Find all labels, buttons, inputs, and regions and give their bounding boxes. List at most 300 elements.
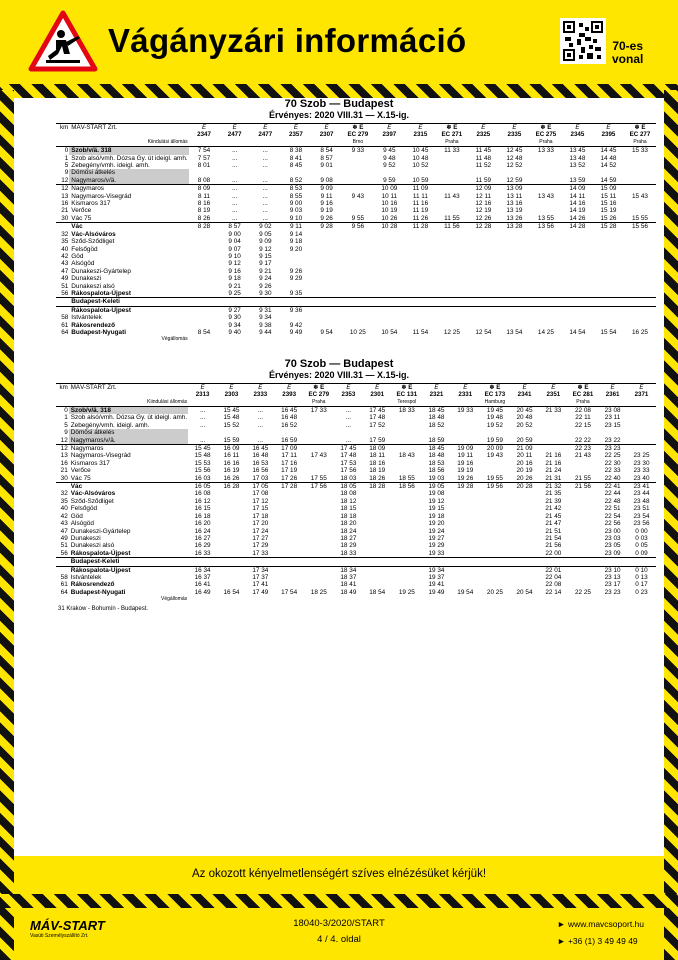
time-cell: 13 52	[569, 162, 586, 170]
time-cell: 17 48	[340, 452, 357, 460]
time-cell	[627, 429, 656, 436]
train-number: 2395	[601, 131, 616, 139]
time-cell	[342, 238, 374, 245]
station-name: Budapest-Keleti	[69, 558, 188, 566]
time-cell: 22 23	[574, 445, 591, 453]
time-cell	[217, 558, 246, 566]
time-cell: 0 00	[635, 527, 648, 535]
time-cell	[451, 574, 480, 581]
time-cell	[304, 429, 334, 436]
time-cell: 19 28	[457, 483, 474, 491]
time-cell	[624, 177, 656, 185]
time-cell: 19 19	[457, 467, 474, 475]
time-cell	[568, 520, 598, 527]
time-cell	[530, 169, 562, 176]
arrival-label: Végállomás	[161, 336, 188, 343]
time-cell	[568, 542, 598, 549]
time-cell: 23 08	[604, 407, 621, 414]
train-class: E	[324, 124, 329, 131]
time-cell: 17 20	[252, 520, 269, 528]
time-cell: 9 21	[259, 267, 272, 275]
time-cell: 11 55	[436, 215, 468, 223]
time-cell: 9 07	[228, 245, 241, 253]
time-cell	[311, 275, 342, 282]
time-cell: 9 36	[289, 306, 303, 314]
time-cell: 14 59	[593, 177, 624, 185]
time-cell: 9 43	[351, 192, 365, 200]
timetable-1	[56, 123, 656, 344]
train-class: ❄ E	[540, 124, 552, 131]
time-cell: ...	[250, 177, 281, 185]
time-cell: 12 59	[499, 177, 530, 185]
time-cell	[405, 246, 436, 253]
time-cell: ...	[262, 185, 268, 193]
time-cell: 22 51	[604, 505, 621, 513]
spacer	[56, 596, 69, 603]
time-cell: 13 11	[506, 192, 523, 200]
time-cell	[593, 253, 624, 260]
time-cell	[405, 290, 436, 298]
spacer	[56, 391, 69, 398]
time-cell: 10 54	[381, 328, 398, 336]
time-cell: 19 03	[422, 475, 451, 483]
time-cell: 18 33	[334, 550, 363, 558]
station-name: Vác	[71, 223, 83, 231]
time-cell: 17 08	[252, 490, 269, 498]
time-cell: ...	[262, 154, 268, 162]
table-row	[56, 200, 656, 207]
time-cell: 16 37	[194, 573, 211, 581]
time-cell: 19 33	[457, 407, 474, 414]
time-cell	[593, 260, 624, 267]
time-cell: 8 54	[320, 147, 333, 155]
arrival-label: Végállomás	[161, 596, 188, 603]
station-name: Dunakeszi alsó	[71, 282, 115, 290]
time-cell: 15 56	[194, 467, 211, 475]
table-row	[56, 490, 656, 497]
time-cell	[539, 445, 568, 453]
train-class: ❄ E	[313, 383, 325, 391]
time-cell: 22 22	[568, 437, 598, 445]
time-cell: 20 45	[516, 407, 533, 414]
table-row	[56, 467, 656, 474]
train-class: E	[575, 124, 580, 131]
table-row	[56, 513, 656, 520]
time-cell	[405, 283, 436, 290]
time-cell	[422, 558, 451, 566]
time-cell	[405, 238, 436, 245]
time-cell: 17 52	[369, 421, 386, 429]
time-cell: 11 45	[475, 147, 492, 155]
qr-code-icon	[563, 21, 603, 61]
time-cell	[363, 429, 392, 436]
time-cell: 23 23	[604, 588, 621, 596]
station-name: Nagymaros/v/ä.	[69, 177, 188, 185]
table-row	[56, 185, 656, 193]
time-cell	[363, 505, 392, 512]
time-cell: 17 45	[369, 407, 386, 414]
time-cell	[568, 550, 598, 558]
time-cell: 19 48	[486, 414, 503, 422]
km-value: 49	[61, 275, 69, 283]
time-cell: 15 09	[600, 185, 617, 193]
time-cell: 23 11	[604, 414, 621, 422]
time-cell	[342, 322, 374, 329]
time-cell	[311, 283, 342, 290]
time-cell: 19 29	[428, 542, 445, 550]
station-name: Dunakeszi-Gyártelep	[70, 527, 131, 535]
time-cell	[624, 275, 656, 282]
time-cell	[510, 528, 539, 535]
time-cell: 9 03	[289, 207, 303, 215]
table-row	[56, 574, 656, 581]
time-cell	[363, 535, 392, 542]
time-cell	[568, 460, 598, 467]
time-cell	[468, 268, 499, 275]
time-cell	[593, 290, 624, 298]
time-cell: 10 11	[381, 192, 398, 200]
time-cell: ...	[188, 437, 217, 445]
time-cell	[480, 528, 510, 535]
time-cell	[436, 253, 468, 260]
time-cell: 21 55	[568, 475, 598, 483]
time-cell	[392, 566, 422, 574]
time-cell	[275, 566, 304, 574]
table-row	[56, 193, 656, 200]
time-cell: 10 28	[381, 223, 398, 231]
time-cell	[468, 306, 499, 314]
time-cell: 8 45	[289, 162, 303, 170]
time-cell: 17 34	[252, 566, 269, 574]
train-number: 2313	[195, 391, 210, 399]
time-cell	[392, 542, 422, 549]
time-cell	[342, 283, 374, 290]
time-cell: 19 55	[480, 475, 510, 483]
time-cell	[436, 298, 468, 306]
time-cell: 13 33	[537, 147, 554, 155]
time-cell	[304, 566, 334, 574]
time-cell	[530, 260, 562, 267]
station-name: Felsőgöd	[71, 245, 98, 253]
time-cell: 16 59	[275, 437, 304, 445]
train-number: 2307	[319, 131, 334, 139]
time-cell	[468, 322, 499, 329]
time-cell: 13 48	[569, 154, 586, 162]
time-cell	[510, 542, 539, 549]
time-cell	[304, 490, 334, 497]
time-cell	[342, 246, 374, 253]
time-cell: 17 15	[252, 505, 269, 513]
time-cell	[624, 314, 656, 321]
time-cell: 14 45	[600, 147, 617, 155]
time-cell: 13 56	[537, 223, 554, 231]
time-cell: 20 54	[516, 588, 533, 596]
train-number: 2351	[546, 391, 561, 399]
time-cell: 8 38	[289, 147, 303, 155]
page-title: Vágányzári információ	[108, 22, 467, 59]
time-cell	[392, 574, 422, 581]
time-cell: 9 42	[289, 321, 303, 329]
time-cell	[499, 275, 530, 282]
km-value: 5	[64, 162, 69, 170]
train-number: EC 131	[396, 391, 418, 399]
table-row	[56, 528, 656, 535]
time-cell	[304, 574, 334, 581]
time-cell: 21 56	[574, 483, 591, 491]
time-cell: 20 52	[516, 421, 533, 429]
time-cell	[250, 169, 281, 176]
time-cell: ...	[231, 147, 238, 155]
time-cell: 20 19	[516, 467, 533, 475]
time-cell	[311, 306, 342, 314]
time-cell: 11 56	[444, 223, 460, 231]
time-cell: 16 09	[223, 445, 240, 453]
time-cell: 15 48	[223, 414, 240, 422]
time-cell: 15 53	[194, 459, 211, 467]
time-cell: 10 48	[412, 154, 429, 162]
spacer	[69, 131, 188, 138]
station-name: Vác	[70, 483, 83, 491]
table-row	[56, 260, 656, 267]
time-cell: 18 25	[310, 588, 327, 596]
time-cell	[392, 460, 422, 467]
time-cell: 12 25	[443, 328, 460, 336]
time-cell: ...	[345, 414, 352, 422]
time-cell	[304, 581, 334, 588]
time-cell: 9 09	[259, 238, 272, 246]
time-cell: 9 33	[351, 147, 365, 155]
time-cell: 9 08	[311, 177, 342, 185]
time-cell	[392, 490, 422, 497]
time-cell: 16 18	[194, 512, 211, 520]
train-origin: Praha	[539, 138, 553, 145]
time-cell: 21 56	[545, 542, 562, 550]
train-number: 2361	[605, 391, 620, 399]
station-name: Nagymaros-Visegrád	[71, 192, 132, 200]
train-origin	[405, 139, 436, 147]
time-cell: 10 09	[381, 185, 398, 193]
time-cell: 23 03	[604, 534, 621, 542]
time-cell: 22 25	[574, 588, 591, 596]
table-row	[56, 246, 656, 253]
time-cell	[510, 574, 539, 581]
time-cell: 16 28	[223, 483, 240, 491]
km-value: 32	[60, 490, 68, 498]
table-row	[56, 298, 656, 306]
time-cell: 23 10	[604, 566, 621, 574]
time-cell: 18 08	[340, 490, 357, 498]
time-cell: ...	[219, 215, 250, 223]
time-cell: 21 39	[545, 497, 562, 505]
time-cell	[468, 260, 499, 267]
time-cell: 16 29	[194, 542, 211, 550]
time-cell	[593, 231, 624, 238]
km-value: 12	[56, 177, 69, 185]
station-name: Rákosrendező	[70, 581, 115, 589]
time-cell	[189, 260, 220, 267]
table-row	[56, 223, 656, 231]
time-cell: 15 59	[217, 437, 246, 445]
time-cell	[281, 283, 312, 290]
km-value: 64	[61, 328, 69, 336]
time-cell	[436, 260, 468, 267]
time-cell: ...	[231, 192, 238, 200]
time-cell	[530, 314, 562, 321]
time-cell	[392, 528, 422, 535]
time-cell: 7 57	[197, 154, 211, 162]
time-cell	[342, 231, 374, 238]
time-cell	[275, 498, 304, 505]
time-cell	[374, 268, 405, 275]
time-cell: 17 09	[281, 445, 298, 453]
station-name: Zebegény/vmh. ideigl. amh.	[70, 421, 150, 429]
time-cell	[342, 306, 374, 314]
time-cell: 17 19	[281, 467, 298, 475]
website-link[interactable]: ► www.mavcsoport.hu	[557, 919, 644, 929]
station-name: Vác-Alsóváros	[71, 230, 116, 238]
time-cell	[510, 513, 539, 520]
time-cell	[562, 306, 593, 314]
time-cell: 8 57	[228, 223, 241, 231]
time-cell	[530, 290, 562, 298]
table-row	[56, 452, 656, 459]
time-cell: 15 45	[194, 445, 211, 453]
timetable-1-validity: Érvényes: 2020 VIII.31 — X.15-ig.	[268, 110, 410, 120]
time-cell	[363, 490, 392, 497]
time-cell: 9 30	[228, 314, 241, 322]
train-class: E	[387, 124, 392, 131]
table-row	[56, 231, 656, 238]
time-cell	[468, 246, 499, 253]
time-cell	[304, 542, 334, 549]
time-cell: 9 04	[228, 238, 241, 246]
time-cell	[562, 290, 593, 298]
time-cell	[510, 520, 539, 527]
time-cell: 15 48	[194, 452, 211, 460]
km-value: 56	[56, 550, 69, 558]
time-cell: 23 13	[604, 573, 621, 581]
time-cell	[530, 322, 562, 329]
time-cell	[451, 414, 480, 421]
table-row	[56, 520, 656, 527]
station-name: Zebegény/vmh. ideigl. amh.	[71, 162, 150, 170]
time-cell	[219, 169, 250, 176]
time-cell: 8 26	[189, 215, 220, 223]
station-name: Verőce	[70, 467, 91, 475]
time-cell: 17 48	[369, 414, 386, 422]
time-cell: 9 28	[320, 223, 333, 231]
time-cell: 0 23	[635, 588, 648, 596]
time-cell: 9 45	[383, 147, 396, 155]
time-cell	[405, 253, 436, 260]
time-cell: 19 12	[428, 497, 445, 505]
train-number: 2333	[253, 391, 268, 399]
time-cell: 15 55	[624, 215, 656, 223]
time-cell	[374, 290, 405, 298]
time-cell	[436, 246, 468, 253]
time-cell	[593, 322, 624, 329]
time-cell: 22 15	[574, 421, 591, 429]
time-cell	[436, 306, 468, 314]
train-number: 2303	[224, 391, 239, 399]
time-cell: 15 28	[600, 223, 617, 231]
time-cell	[304, 460, 334, 467]
time-cell: 22 54	[604, 512, 621, 520]
km-header: km	[60, 124, 69, 131]
time-cell	[436, 169, 468, 176]
time-cell: 13 54	[506, 328, 523, 336]
time-cell	[530, 207, 562, 214]
time-cell: 23 44	[633, 490, 650, 498]
time-cell: 16 27	[194, 534, 211, 542]
time-cell: 22 30	[604, 459, 621, 467]
km-value: 47	[61, 267, 69, 275]
timetable-2-title: 70 Szob — Budapest	[284, 357, 394, 370]
hazard-stripe-right	[664, 90, 678, 960]
station-name: Nagymaros	[70, 445, 104, 453]
time-cell: 9 09	[320, 185, 333, 193]
station-name: Alsógöd	[70, 520, 94, 528]
time-cell: 19 54	[457, 588, 474, 596]
time-cell: 18 34	[340, 566, 357, 574]
time-cell: 18 16	[369, 459, 386, 467]
time-cell	[311, 314, 342, 321]
train-class: ❄ E	[489, 383, 501, 391]
time-cell: 18 28	[369, 483, 386, 491]
time-cell	[624, 253, 656, 260]
train-origin: Terespol	[397, 398, 417, 405]
time-cell: ...	[262, 147, 268, 155]
time-cell: ...	[345, 407, 352, 414]
table-row	[56, 306, 656, 314]
time-cell	[593, 306, 624, 314]
time-cell	[374, 298, 405, 306]
train-origin	[374, 139, 405, 147]
time-cell: ...	[262, 207, 268, 215]
table-row	[56, 589, 656, 596]
time-cell	[510, 498, 539, 505]
time-cell: 16 11	[223, 452, 240, 460]
time-cell: 18 33	[398, 407, 415, 414]
time-cell	[436, 155, 468, 162]
time-cell	[405, 260, 436, 267]
km-value	[56, 223, 69, 231]
time-cell: 22 14	[545, 588, 562, 596]
table-row	[56, 314, 656, 321]
time-cell	[311, 169, 342, 176]
time-cell: 14 25	[537, 328, 554, 336]
time-cell: ...	[257, 407, 263, 414]
time-cell: 9 24	[259, 275, 272, 283]
train-class: E	[232, 124, 237, 131]
time-cell: 18 26	[363, 475, 392, 483]
table-row	[56, 290, 656, 298]
km-value	[56, 566, 69, 574]
logo-text: MÁV-START	[30, 918, 105, 933]
phone-link[interactable]: ► +36 (1) 3 49 49 49	[557, 936, 638, 946]
time-cell: ...	[231, 162, 238, 170]
time-cell	[451, 566, 480, 574]
qr-code[interactable]	[560, 18, 606, 64]
time-cell	[593, 246, 624, 253]
time-cell: 18 55	[392, 475, 422, 483]
time-cell: 17 53	[340, 459, 357, 467]
time-cell	[363, 566, 392, 574]
train-origin	[510, 399, 539, 407]
time-cell: 16 19	[223, 467, 240, 475]
time-cell: 8 53	[289, 185, 303, 193]
time-cell	[480, 581, 510, 588]
